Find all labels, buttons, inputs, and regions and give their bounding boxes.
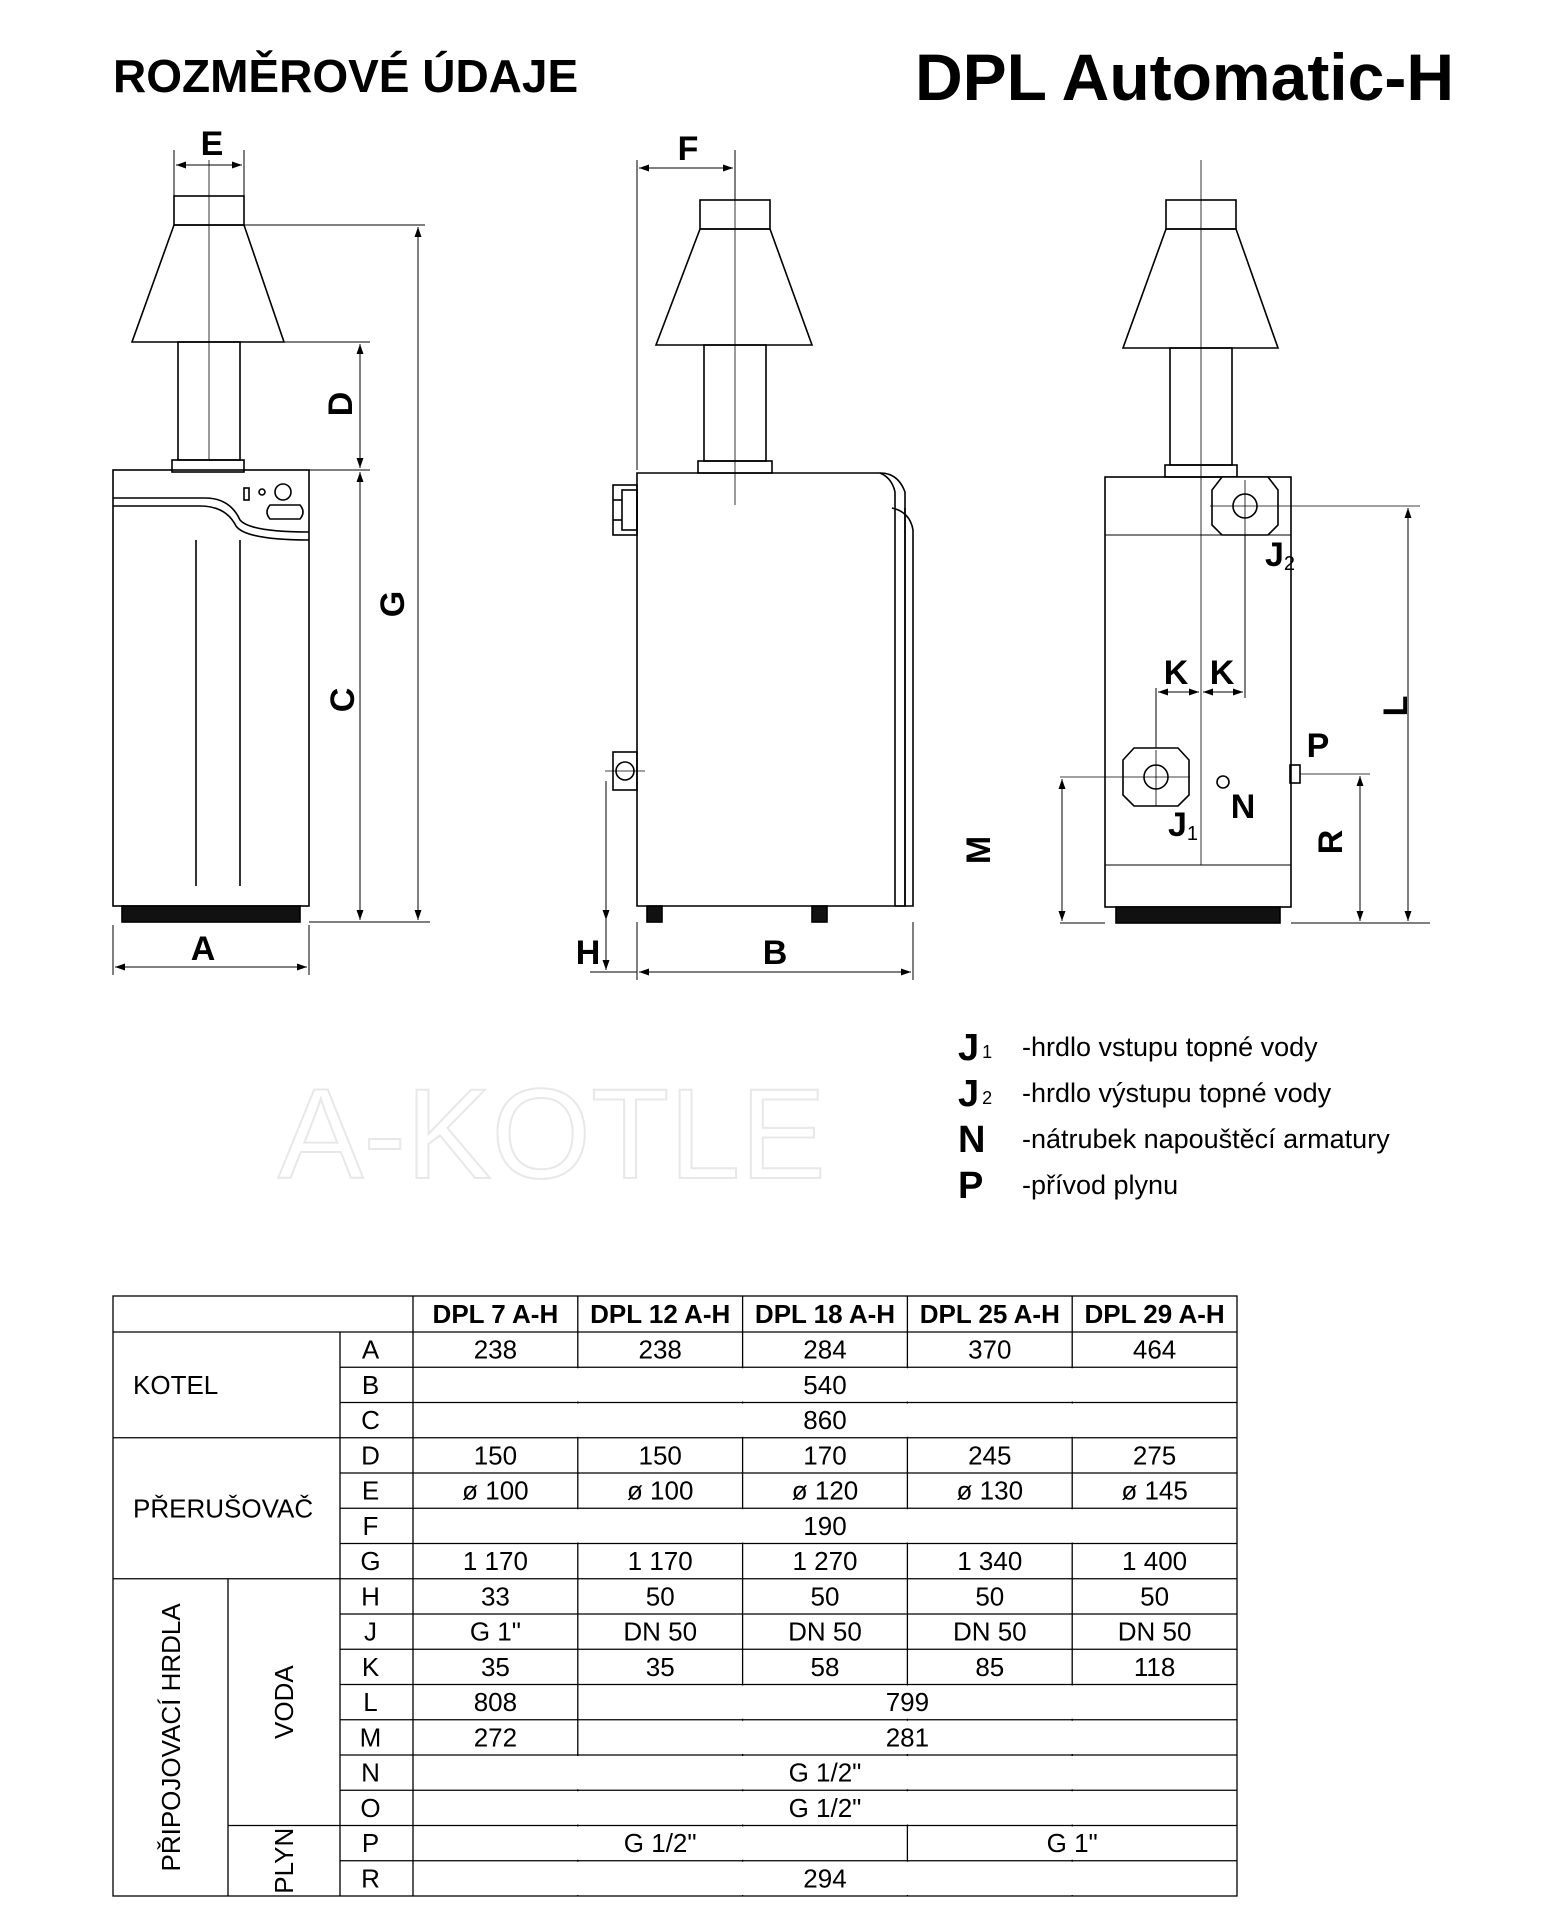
table-cell: 245 xyxy=(968,1440,1012,1471)
model-header: DPL 18 A-H xyxy=(754,1299,896,1329)
table-cell: 464 xyxy=(1132,1334,1177,1365)
dim-label-g: G xyxy=(374,590,412,618)
model-header: DPL 7 A-H xyxy=(432,1299,559,1329)
side-dimensions xyxy=(590,150,913,980)
group-plyn: PLYN xyxy=(269,1827,299,1894)
table-cell: 860 xyxy=(803,1405,847,1436)
table-cell: ø 145 xyxy=(1121,1475,1188,1506)
table-cell: 150 xyxy=(638,1440,682,1471)
table-cell: 50 xyxy=(975,1581,1005,1612)
group-kotel: KOTEL xyxy=(133,1369,219,1400)
table-cell: 58 xyxy=(810,1651,840,1682)
table-cell: ø 130 xyxy=(956,1475,1024,1506)
row-key: E xyxy=(361,1475,380,1506)
legend-key: J 2 xyxy=(958,1073,993,1115)
legend-text: -nátrubek napouštěcí armatury xyxy=(1022,1124,1390,1154)
table-cell: G 1/2" xyxy=(788,1757,862,1788)
row-key: C xyxy=(361,1405,380,1436)
table-cell: 35 xyxy=(645,1651,675,1682)
table-cell: 370 xyxy=(968,1334,1012,1365)
model-header: DPL 29 A-H xyxy=(1084,1299,1225,1329)
group-prerusovac: PŘERUŠOVAČ xyxy=(133,1493,314,1524)
dim-label-j2: J2 xyxy=(1265,536,1296,575)
row-key: D xyxy=(361,1440,380,1471)
table-cell: 540 xyxy=(803,1369,847,1400)
table-cell: 238 xyxy=(638,1334,682,1365)
front-view xyxy=(113,160,309,922)
watermark: A-KOTLE xyxy=(278,1063,826,1206)
dim-label-p: P xyxy=(1306,727,1330,765)
row-key: L xyxy=(363,1687,378,1718)
dim-label-k-right: K xyxy=(1209,654,1235,692)
table-cell: 50 xyxy=(645,1581,675,1612)
rear-dimensions xyxy=(1060,508,1430,923)
table-cell: 85 xyxy=(975,1651,1005,1682)
row-key: M xyxy=(359,1722,382,1753)
dim-label-l: L xyxy=(1377,695,1415,717)
table-cell: 50 xyxy=(810,1581,840,1612)
row-key: F xyxy=(362,1510,379,1541)
title-right: DPL Automatic-H xyxy=(914,40,1454,114)
title-left: ROZMĚROVÉ ÚDAJE xyxy=(113,50,579,102)
dimension-table xyxy=(113,1296,1237,1896)
dim-label-j1: J1 xyxy=(1168,806,1199,845)
row-key: O xyxy=(360,1792,381,1823)
dim-label-r: R xyxy=(1312,829,1350,855)
legend-key: P xyxy=(958,1165,984,1207)
legend-text: -přívod plynu xyxy=(1022,1170,1179,1200)
table-cell: ø 100 xyxy=(462,1475,529,1506)
row-key: P xyxy=(361,1828,380,1859)
dim-label-a: A xyxy=(190,930,216,968)
row-key: J xyxy=(364,1616,377,1647)
table-cell: 284 xyxy=(803,1334,847,1365)
dim-label-c: C xyxy=(324,687,362,713)
model-header: DPL 12 A-H xyxy=(590,1299,731,1329)
group-pripojovaci-hrdla: PŘIPOJOVACÍ HRDLA xyxy=(156,1603,186,1872)
dim-label-h: H xyxy=(575,934,601,972)
table-cell: G 1/2" xyxy=(788,1792,862,1823)
table-cell: 1 170 xyxy=(627,1546,693,1577)
table-cell: DN 50 xyxy=(623,1616,698,1647)
table-cell: DN 50 xyxy=(788,1616,862,1647)
dim-label-e: E xyxy=(200,125,224,163)
table-cell: 272 xyxy=(473,1722,518,1753)
row-key: B xyxy=(361,1369,380,1400)
row-key: R xyxy=(361,1863,380,1894)
table-cell: 50 xyxy=(1140,1581,1170,1612)
table-cell: 1 400 xyxy=(1122,1546,1188,1577)
front-dimensions xyxy=(113,150,430,975)
table-cell: 808 xyxy=(473,1687,518,1718)
table-cell: 281 xyxy=(885,1722,930,1753)
dim-label-f: F xyxy=(677,130,699,168)
table-cell: 275 xyxy=(1132,1440,1177,1471)
table-cell: 150 xyxy=(473,1440,518,1471)
side-view xyxy=(605,165,913,922)
legend-key: J 1 xyxy=(958,1027,993,1069)
row-key: G xyxy=(360,1546,381,1577)
dim-label-d: D xyxy=(322,391,360,417)
legend-key: N xyxy=(958,1119,986,1161)
table-cell: 170 xyxy=(803,1440,847,1471)
row-key: N xyxy=(361,1757,380,1788)
table-cell: DN 50 xyxy=(952,1616,1027,1647)
table-cell: ø 100 xyxy=(626,1475,694,1506)
dim-label-m: M xyxy=(960,835,998,865)
dim-label-n: N xyxy=(1230,788,1256,826)
table-cell: 35 xyxy=(480,1651,510,1682)
row-key: A xyxy=(361,1334,380,1365)
table-cell: 33 xyxy=(480,1581,510,1612)
table-cell: 118 xyxy=(1133,1651,1176,1682)
dim-label-b: B xyxy=(762,934,788,972)
table-cell: ø 120 xyxy=(791,1475,859,1506)
legend-text: -hrdlo vstupu topné vody xyxy=(1022,1032,1318,1062)
table-cell: 1 270 xyxy=(792,1546,858,1577)
group-voda: VODA xyxy=(269,1665,299,1739)
table-cell: DN 50 xyxy=(1117,1616,1192,1647)
table-cell: 799 xyxy=(885,1687,930,1718)
table-cell: 1 170 xyxy=(462,1546,528,1577)
legend xyxy=(958,1027,1390,1207)
dim-label-k-left: K xyxy=(1163,654,1189,692)
table-cell: 1 340 xyxy=(957,1546,1023,1577)
model-header: DPL 25 A-H xyxy=(919,1299,1060,1329)
table-cell: G 1" xyxy=(1046,1828,1098,1859)
table-cell: G 1/2" xyxy=(623,1828,697,1859)
table-cell: G 1" xyxy=(469,1616,521,1647)
table-cell: 190 xyxy=(803,1510,847,1541)
row-key: H xyxy=(361,1581,380,1612)
legend-text: -hrdlo výstupu topné vody xyxy=(1022,1078,1332,1108)
row-key: K xyxy=(361,1651,380,1682)
table-cell: 294 xyxy=(803,1863,847,1894)
table-cell: 238 xyxy=(473,1334,518,1365)
